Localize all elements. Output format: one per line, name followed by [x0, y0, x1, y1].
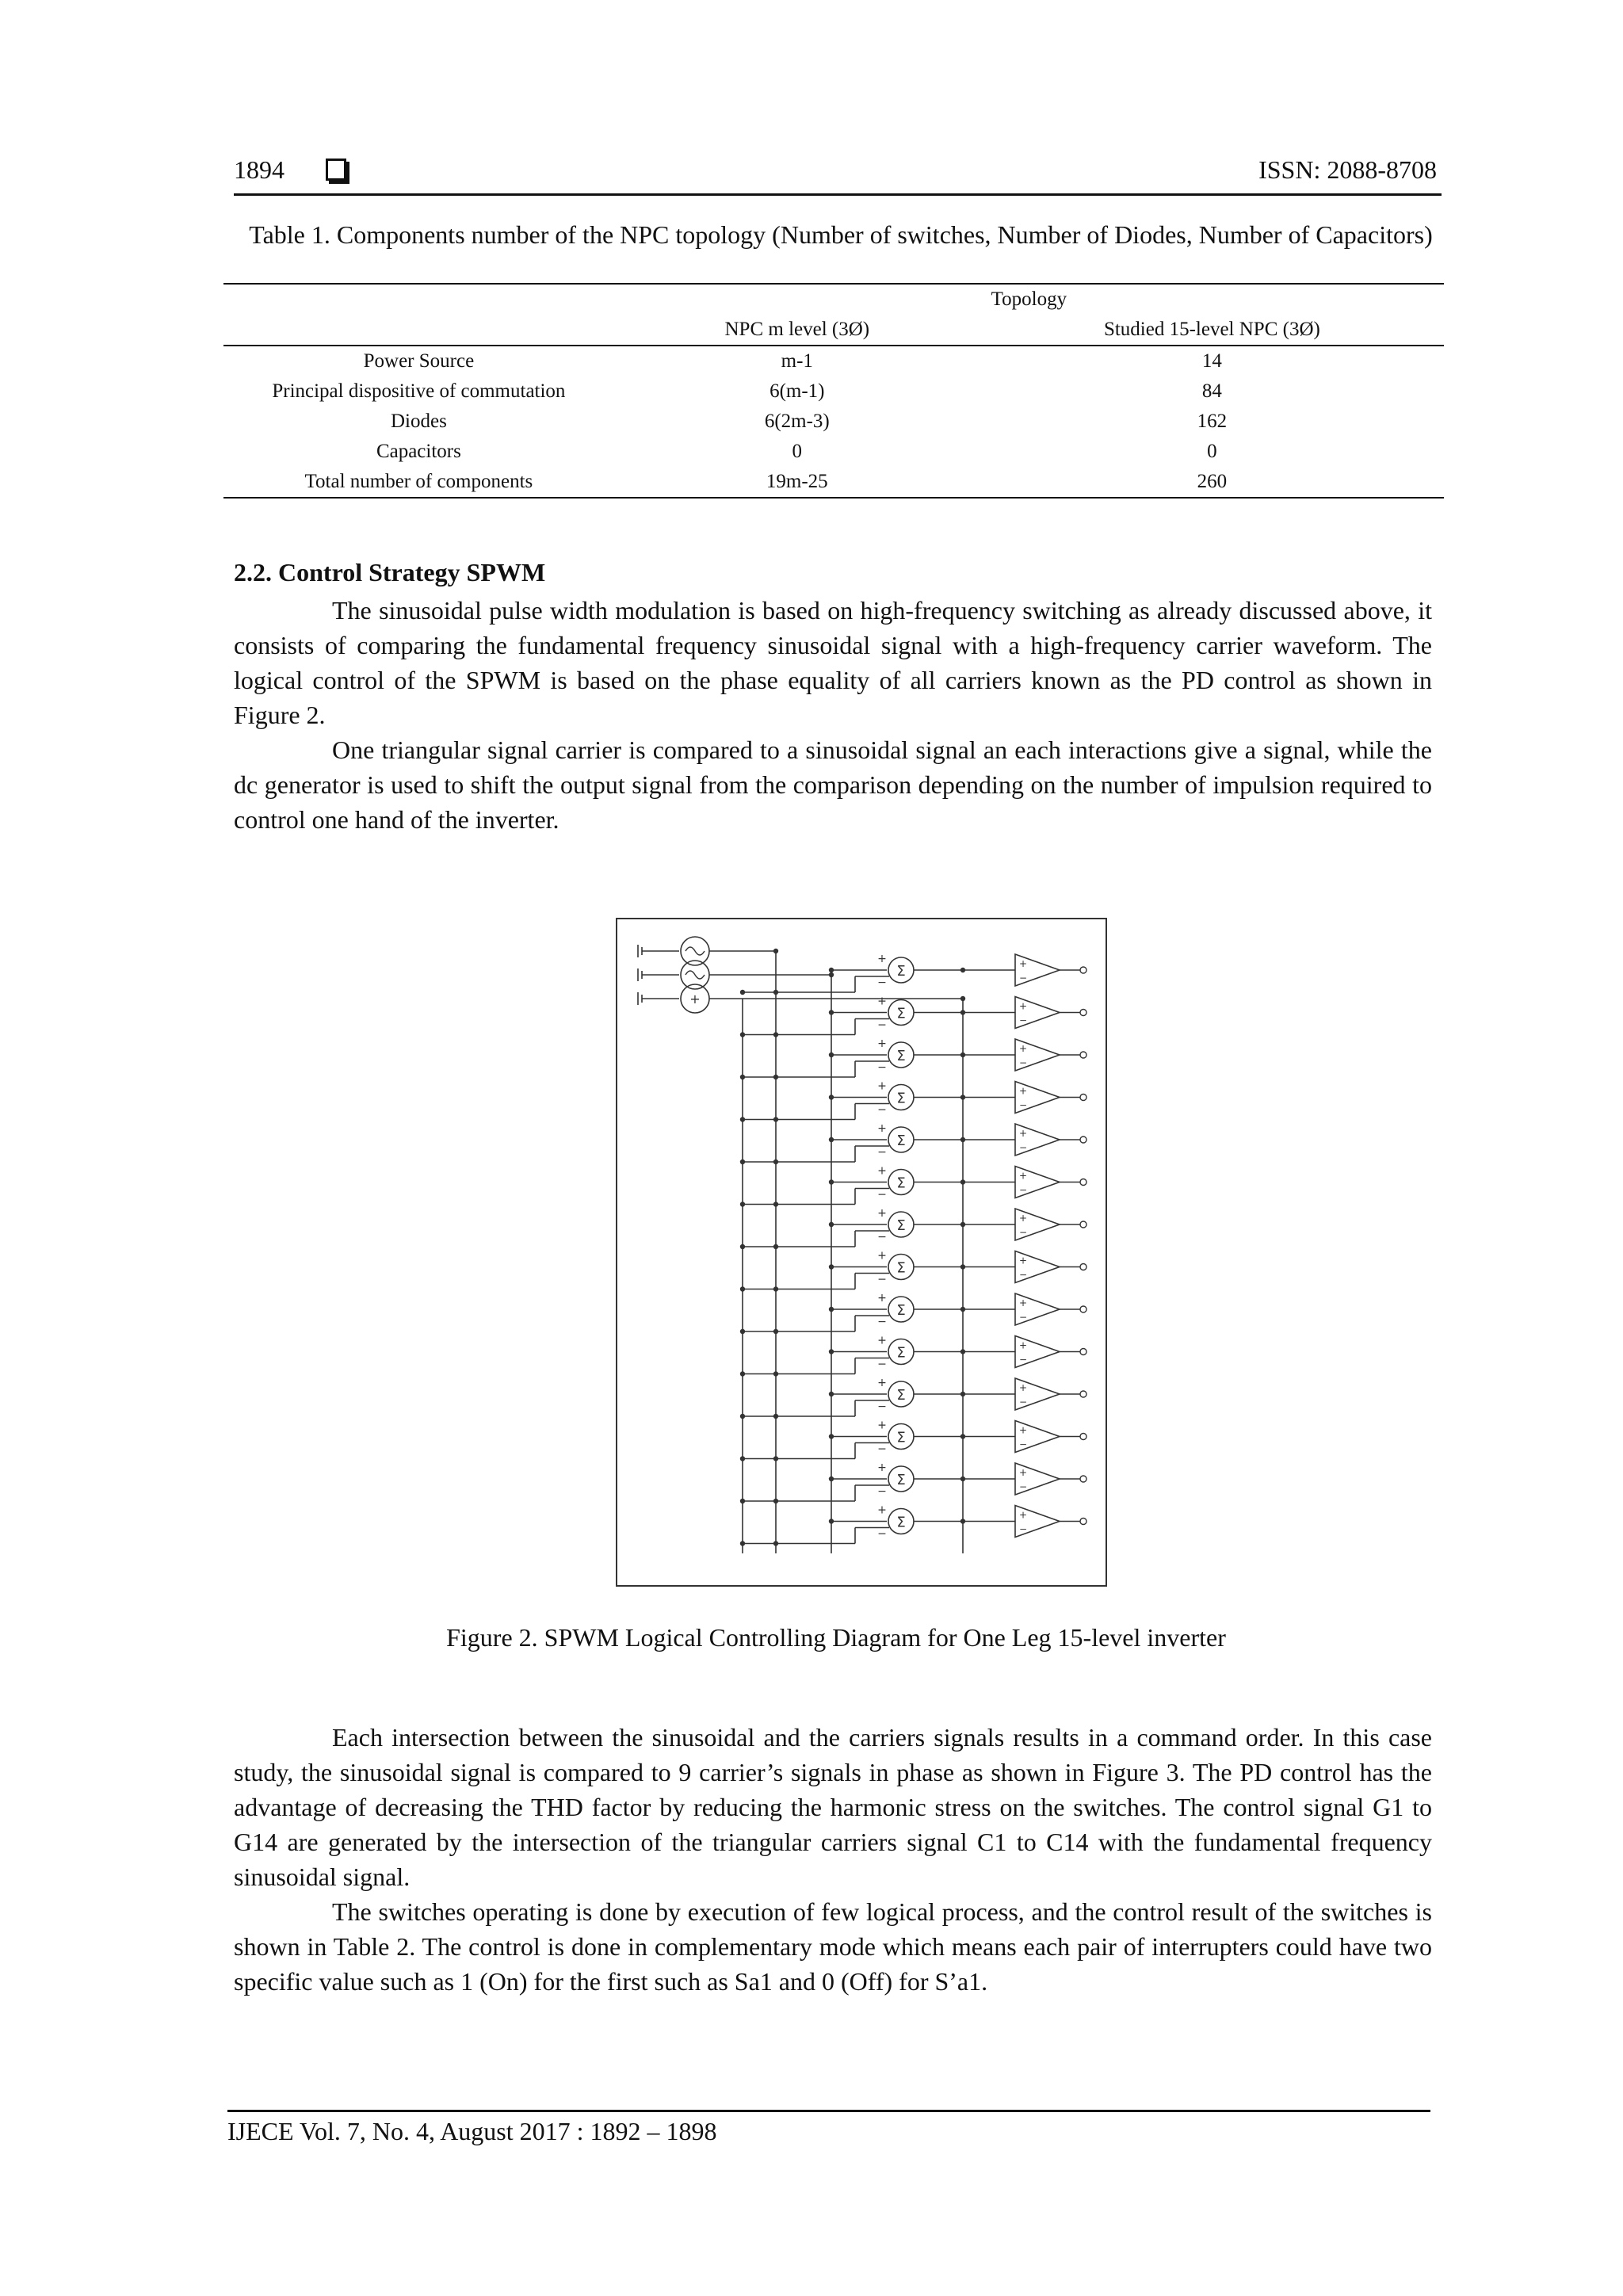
row-label: Capacitors: [376, 441, 461, 462]
dc-source-plus-label: +: [689, 991, 701, 1007]
summer-sigma-label: Σ: [896, 1344, 906, 1362]
table-row: [223, 437, 1444, 467]
summer-plus-label: +: [877, 1079, 887, 1093]
summer-minus-label: −: [877, 1188, 887, 1201]
junction-dot: [773, 1117, 778, 1121]
junction-dot: [773, 1075, 778, 1079]
comparator-minus-label: −: [1018, 1523, 1028, 1535]
junction-dot: [773, 1201, 778, 1206]
comparator-minus-label: −: [1018, 1057, 1028, 1068]
summer-sigma-label: Σ: [896, 1259, 906, 1277]
row-studied: 260: [980, 467, 1444, 498]
row-label: Total number of components: [223, 467, 614, 498]
table-caption: Table 1. Components number of the NPC topology (Number of switches, Number of Diodes, Number of Capacitors): [249, 220, 1433, 249]
comparator-minus-label: −: [1018, 1396, 1028, 1408]
row-general: 6(2m-3): [764, 411, 830, 432]
output-terminal-icon: [1080, 1349, 1086, 1355]
comparator-plus-label: +: [1018, 1509, 1028, 1521]
comparator-minus-label: −: [1018, 1099, 1028, 1111]
comparator-plus-label: +: [1018, 1085, 1028, 1097]
junction-dot: [829, 1307, 834, 1312]
summer-plus-label: +: [877, 953, 887, 965]
summer-sigma-label: Σ: [896, 1048, 906, 1064]
table-row: [223, 376, 1444, 407]
junction-dot: [773, 1499, 778, 1503]
summer-minus-label: −: [877, 1273, 887, 1286]
summer-sigma-label: Σ: [896, 1429, 906, 1446]
row-general: 0: [792, 441, 803, 462]
junction-dot: [773, 1414, 778, 1419]
comparator-minus-label: −: [1018, 1142, 1028, 1153]
section-heading: 2.2. Control Strategy SPWM: [234, 558, 546, 586]
summer-minus-label: −: [877, 1061, 887, 1074]
table-group-header: Topology: [614, 284, 1444, 315]
junction-dot: [740, 1286, 745, 1291]
table-row: [223, 346, 1444, 376]
junction-dot: [960, 1052, 965, 1057]
table-corner: [223, 284, 614, 315]
summer-minus-label: −: [877, 1400, 887, 1413]
sine-wave-icon: [685, 971, 705, 979]
output-terminal-icon: [1080, 1476, 1086, 1482]
junction-dot: [960, 1392, 965, 1396]
junction-dot: [960, 1307, 965, 1312]
junction-dot: [829, 1095, 834, 1099]
junction-dot: [960, 1264, 965, 1269]
paragraph-3: Each intersection between the sinusoidal and the carriers signals results in a command order. In this case study, the sinusoidal signal is compared to 9 carrier’s signals in phase as shown in Figure 3. The PD control has the advantage of decreasing the THD factor by reducing the harmonic stress on the switches. The control signal G1 to G14 are generated by the intersection of the triangular carriers signal C1 to C14 with the fundamental frequency sinusoidal signal.: [234, 1723, 1432, 1891]
junction-dot: [960, 1434, 965, 1438]
output-terminal-icon: [1080, 1434, 1086, 1440]
junction-dot: [773, 1329, 778, 1334]
junction-dot: [960, 1137, 965, 1142]
junction-dot: [829, 1010, 834, 1014]
output-terminal-icon: [1080, 1306, 1086, 1312]
comparator-plus-label: +: [1018, 1170, 1028, 1182]
comparator-plus-label: +: [1018, 1000, 1028, 1012]
junction-dot: [773, 1286, 778, 1291]
sine-wave-icon: [685, 947, 705, 955]
figure-2-diagram: [616, 918, 1107, 1587]
output-terminal-icon: [1080, 1221, 1086, 1228]
comparator-plus-label: +: [1018, 1424, 1028, 1436]
summer-plus-label: +: [877, 1377, 887, 1389]
summer-minus-label: −: [877, 1527, 887, 1541]
junction-dot: [829, 1477, 834, 1481]
summer-sigma-label: Σ: [896, 1090, 906, 1107]
junction-dot: [740, 1117, 745, 1121]
junction-dot: [960, 1477, 965, 1481]
summer-plus-label: +: [877, 1122, 887, 1135]
row-label: Power Source: [363, 350, 475, 372]
comparator-plus-label: +: [1018, 1128, 1028, 1139]
components-table: [223, 283, 1444, 499]
junction-dot: [773, 1541, 778, 1545]
row-label: Diodes: [390, 411, 447, 432]
table-col-header-general: NPC m level (3Ø): [614, 315, 980, 346]
summer-plus-label: +: [877, 1037, 887, 1050]
junction-dot: [740, 1032, 745, 1037]
junction-dot: [829, 1222, 834, 1227]
figure-caption: Figure 2. SPWM Logical Controlling Diagram for One Leg 15-level inverter: [446, 1623, 1226, 1652]
comparator-plus-label: +: [1018, 1382, 1028, 1393]
junction-dot: [740, 1244, 745, 1249]
comparator-minus-label: −: [1018, 1312, 1028, 1323]
output-terminal-icon: [1080, 1264, 1086, 1270]
comparator-minus-label: −: [1018, 1227, 1028, 1238]
junction-dot: [773, 1159, 778, 1164]
comparator-plus-label: +: [1018, 1043, 1028, 1054]
comparator-minus-label: −: [1018, 1481, 1028, 1492]
junction-dot: [740, 1456, 745, 1461]
summer-minus-label: −: [877, 1485, 887, 1498]
output-terminal-icon: [1080, 1519, 1086, 1525]
summer-minus-label: −: [877, 1358, 887, 1371]
summer-minus-label: −: [877, 1316, 887, 1328]
summer-minus-label: −: [877, 976, 887, 989]
summer-plus-label: +: [877, 1503, 887, 1517]
junction-dot: [773, 1244, 778, 1249]
junction-dot: [829, 1434, 834, 1438]
row-general: 6(m-1): [769, 380, 825, 402]
junction-dot: [829, 1052, 834, 1057]
comparator-minus-label: −: [1018, 1269, 1028, 1281]
junction-dot: [773, 1456, 778, 1461]
summer-minus-label: −: [877, 1018, 887, 1032]
junction-dot: [740, 1075, 745, 1079]
junction-dot: [829, 1179, 834, 1184]
summer-plus-label: +: [877, 1461, 887, 1474]
page-header: [234, 155, 1442, 196]
output-terminal-icon: [1080, 1391, 1086, 1397]
comparator-plus-label: +: [1018, 958, 1028, 969]
table-row: [223, 467, 1444, 498]
junction-dot: [773, 1371, 778, 1376]
spwm-diagram-svg: [617, 919, 1106, 1585]
summer-minus-label: −: [877, 1146, 887, 1159]
output-terminal-icon: [1080, 967, 1086, 973]
junction-dot: [829, 968, 834, 972]
table-col-header-studied: Studied 15-level NPC (3Ø): [980, 315, 1444, 346]
junction-dot: [829, 1392, 834, 1396]
row-studied: 84: [1201, 380, 1222, 402]
junction-dot: [960, 1095, 965, 1099]
output-terminal-icon: [1080, 1137, 1086, 1143]
junction-dot: [740, 1201, 745, 1206]
junction-dot: [960, 1010, 965, 1014]
table-corner-2: [223, 315, 614, 346]
junction-dot: [960, 1519, 965, 1523]
comparator-plus-label: +: [1018, 1213, 1028, 1224]
junction-dot: [740, 1541, 745, 1545]
summer-minus-label: −: [877, 1103, 887, 1117]
summer-plus-label: +: [877, 1249, 887, 1263]
output-terminal-icon: [1080, 1010, 1086, 1016]
paragraph-4: The switches operating is done by execution of few logical process, and the control result of the switches is shown in Table 2. The control is done in complementary mode which means each pair of interrupters could have two specific value such as 1 (On) for the first such as Sa1 and 0 (Off) for S’a1.: [234, 1897, 1432, 1996]
output-terminal-icon: [1080, 1095, 1086, 1101]
comparator-minus-label: −: [1018, 1014, 1028, 1026]
junction-dot: [960, 1222, 965, 1227]
summer-sigma-label: Σ: [896, 1133, 906, 1149]
summer-sigma-label: Σ: [896, 1514, 906, 1531]
summer-sigma-label: Σ: [896, 963, 906, 980]
summer-minus-label: −: [877, 1231, 887, 1244]
summer-minus-label: −: [877, 1442, 887, 1456]
junction-dot: [773, 1032, 778, 1037]
junction-dot: [740, 1414, 745, 1419]
summer-sigma-label: Σ: [896, 1005, 906, 1022]
output-terminal-icon: [1080, 1052, 1086, 1058]
junction-dot: [960, 1179, 965, 1184]
row-studied: 14: [1201, 350, 1222, 372]
paragraph-1: The sinusoidal pulse width modulation is based on high-frequency switching as already discussed above, it consists of comparing the fundamental frequency sinusoidal signal with a high-frequency carrier waveform. The logical control of the SPWM is based on the phase equality of all carriers known as the PD control as shown in Figure 2.: [234, 596, 1432, 729]
junction-dot: [740, 1371, 745, 1376]
summer-sigma-label: Σ: [896, 1175, 906, 1192]
summer-sigma-label: Σ: [896, 1387, 906, 1404]
comparator-plus-label: +: [1018, 1297, 1028, 1308]
row-studied: 0: [1207, 441, 1217, 462]
box-bullet-icon: [326, 159, 346, 181]
comparator-minus-label: −: [1018, 1184, 1028, 1196]
junction-dot: [740, 1329, 745, 1334]
junction-dot: [829, 1349, 834, 1354]
page-number: 1894: [234, 155, 285, 184]
comparator-plus-label: +: [1018, 1339, 1028, 1351]
table-row: [223, 407, 1444, 437]
summer-plus-label: +: [877, 1164, 887, 1178]
junction-dot: [740, 1159, 745, 1164]
summer-sigma-label: Σ: [896, 1472, 906, 1488]
summer-sigma-label: Σ: [896, 1217, 906, 1234]
row-label: Principal dispositive of commutation: [272, 380, 566, 402]
summer-sigma-label: Σ: [896, 1302, 906, 1319]
junction-dot: [740, 1499, 745, 1503]
junction-dot: [829, 1519, 834, 1523]
summer-plus-label: +: [877, 1334, 887, 1347]
summer-plus-label: +: [877, 995, 887, 1008]
row-general: 19m-25: [614, 467, 980, 498]
comparator-plus-label: +: [1018, 1255, 1028, 1266]
junction-dot: [960, 968, 965, 972]
output-terminal-icon: [1080, 1179, 1086, 1186]
junction-dot: [960, 1349, 965, 1354]
summer-plus-label: +: [877, 1419, 887, 1432]
comparator-plus-label: +: [1018, 1467, 1028, 1478]
comparator-minus-label: −: [1018, 972, 1028, 984]
comparator-minus-label: −: [1018, 1354, 1028, 1366]
comparator-minus-label: −: [1018, 1438, 1028, 1450]
row-studied: 162: [1197, 411, 1228, 432]
junction-dot: [773, 990, 778, 995]
paragraph-2: One triangular signal carrier is compared to a sinusoidal signal an each interactions give a signal, while the dc generator is used to shift the output signal from the comparison depending on the number of impulsion required to control one hand of the inverter.: [234, 735, 1432, 834]
issn: ISSN: 2088-8708: [1258, 155, 1437, 184]
page-footer: IJECE Vol. 7, No. 4, August 2017 : 1892 – 1898: [227, 2110, 1430, 2146]
summer-plus-label: +: [877, 1207, 887, 1220]
junction-dot: [829, 1137, 834, 1142]
row-general: m-1: [781, 350, 813, 372]
junction-dot: [740, 990, 745, 995]
summer-plus-label: +: [877, 1292, 887, 1305]
junction-dot: [829, 1264, 834, 1269]
